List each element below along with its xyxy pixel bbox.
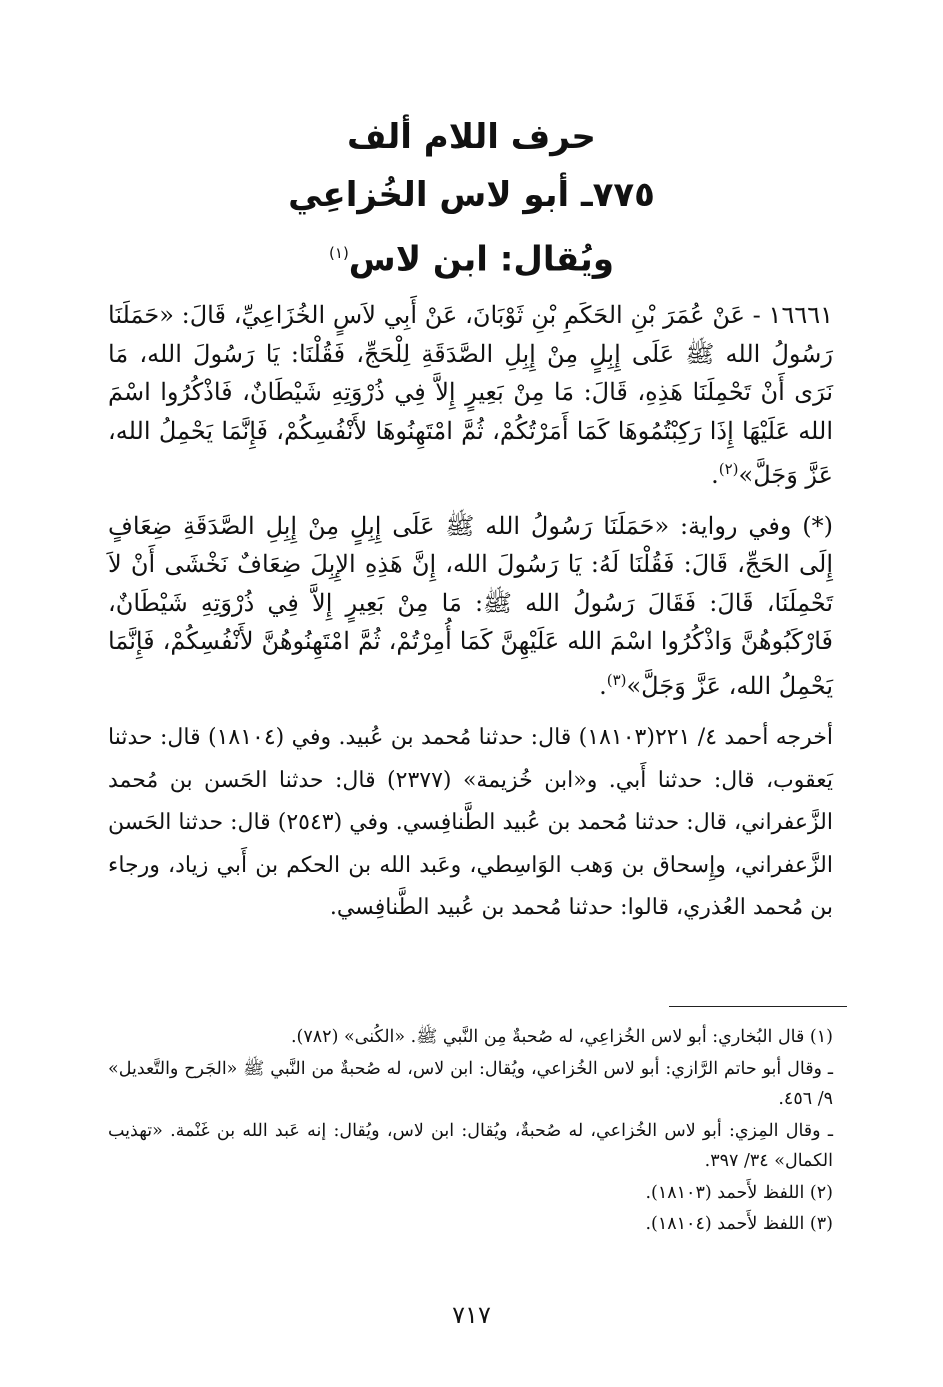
page-number: ٧١٧ [452,1301,491,1329]
alias-text: ويُقال: ابن لاس [348,239,614,280]
page-headings [120,108,823,288]
footnote-1: (١) قال البُخاري: أبو لاس الخُزاعِي، له صُحبةٌ مِن النَّبي ﷺ. «الكُنى» (٧٨٢). [290,1027,833,1047]
footnotes [108,1022,833,1241]
footnote-2: (٢) اللفظ لأَحمد (١٨١٠٣). [645,1182,833,1203]
footnote-ref-3: (٣) [606,670,627,689]
hadith-text: ١٦٦٦١ - عَنْ عُمَرَ بْنِ الحَكَمِ بْنِ ثَوْبَانَ، عَنْ أَبِي لاَسٍ الخُزَاعِيِّ، قَالَ: «حَمَلَنَا رَسُولُ الله ﷺ عَلَى إِبِلٍ مِنْ إِبِلِ الصَّدَقَةِ لِلْحَجِّ، فَقُلْنَا: يَا رَسُولَ الله، مَا نَرَى أَنْ تَحْمِلَنَا هَذِهِ، قَالَ: مَا مِنْ بَعِيرٍ إِلاَّ فِي ذُرْوَتِهِ شَيْطَانٌ، فَاذْكُرُوا اسْمَ الله عَلَيْهَا إِذَا رَكِبْتُمُوهَا كَمَا أَمَرْتُكُمْ، ثُمَّ امْتَهِنُوهَا لأَنْفُسِكُمْ، فَإِنَّمَا يَحْمِلُ الله، عَزَّ وَجَلَّ» [108,301,833,489]
takhrij-paragraph: أخرجه أحمد ٤/ ٢٢١(١٨١٠٣) قال: حدثنا مُحمد بن عُبيد. وفي (١٨١٠٤) قال: حدثنا يَعقوب، قال: حدثنا أَبي. و«ابن خُزيمة» (٢٣٧٧) قال: حدثنا الحَسن بن مُحمد الزَّعفراني، قال: حدثنا مُحمد بن عُبيد الطَّنافِسي. وفي (٢٥٤٣) قال: حدثنا الحَسن الزَّعفراني، وإِسحاق بن وَهب الوَاسِطي، وعَبد الله بن الحكم بن أَبي زياد، ورجاء بن مُحمد العُذري، قالوا: حدثنا مُحمد بن عُبيد الطَّنافِسي. [108,725,833,920]
footnote-ref-1: (١) [329,244,349,262]
riwaya-text: (*) وفي رواية: «حَمَلَنَا رَسُولُ الله ﷺ عَلَى إِبِلٍ مِنْ إِبِلِ الصَّدَقَةِ ضِعَافٍ إِلَى الحَجِّ، قَالَ: فَقُلْنَا لَهُ: يَا رَسُولَ الله، إِنَّ هَذِهِ الإِبِلَ ضِعَافٌ نَخْشَى أَنْ لاَ تَحْمِلَنَا، قَالَ: فَقَالَ رَسُولُ الله ﷺ: مَا مِنْ بَعِيرٍ إِلاَّ فِي ذُرْوَتِهِ شَيْطَانٌ، فَارْكَبُوهُنَّ وَاذْكُرُوا اسْمَ الله عَلَيْهِنَّ كَمَا أُمِرْتُمْ، ثُمَّ امْتَهِنُوهُنَّ لأَنْفُسِكُمْ، فَإِنَّمَا يَحْمِلُ الله، عَزَّ وَجَلَّ» [108,511,833,700]
hadith-paragraph: ١٦٦٦١ - عَنْ عُمَرَ بْنِ الحَكَمِ بْنِ ثَوْبَانَ، عَنْ أَبِي لاَسٍ الخُزَاعِيِّ، قَالَ: «حَمَلَنَا رَسُولُ الله ﷺ عَلَى إِبِلٍ مِنْ إِبِلِ الصَّدَقَةِ لِلْحَجِّ، فَقُلْنَا: يَا رَسُولَ الله، مَا نَرَى أَنْ تَحْمِلَنَا هَذِهِ، قَالَ: مَا مِنْ بَعِيرٍ إِلاَّ فِي ذُرْوَتِهِ شَيْطَانٌ، فَاذْكُرُوا اسْمَ الله عَلَيْهَا إِذَا رَكِبْتُمُوهَا كَمَا أَمَرْتُكُمْ، ثُمَّ امْتَهِنُوهَا لأَنْفُسِكُمْ، فَإِنَّمَا يَحْمِلُ الله، عَزَّ وَجَلَّ»$^{(٢)}$. [108,301,833,489]
footnote-separator [669,1006,847,1007]
letter-heading: حرف اللام ألف [347,117,596,157]
footnote-3: (٣) اللفظ لأَحمد (١٨١٠٤). [645,1214,833,1234]
footnote-1-cont-razi: ـ وقال أبو حاتم الرَّازي: أبو لاس الخُزاعي، ويُقال: ابن لاس، له صُحبةٌ من النَّبي ﷺ «الجَرح والتَّعديل» ٩/ ٤٥٦. [108,1058,833,1109]
main-text [108,296,833,942]
entry-heading: ٧٧٥ـ أبو لاس الخُزاعِي [288,175,655,215]
footnote-1-cont-mizzi: ـ وقال المِزي: أبو لاس الخُزاعي، له صُحبةٌ، ويُقال: ابن لاس، ويُقال: إنه عَبد الله بن غَنْمة. «تهذيب الكمال» ٣٤/ ٣٩٧. [108,1120,833,1171]
riwaya-paragraph: (*) وفي رواية: «حَمَلَنَا رَسُولُ الله ﷺ عَلَى إِبِلٍ مِنْ إِبِلِ الصَّدَقَةِ ضِعَافٍ إِلَى الحَجِّ، قَالَ: فَقُلْنَا لَهُ: يَا رَسُولَ الله، إِنَّ هَذِهِ الإِبِلَ ضِعَافٌ نَخْشَى أَنْ لاَ تَحْمِلَنَا، قَالَ: فَقَالَ رَسُولُ الله ﷺ: مَا مِنْ بَعِيرٍ إِلاَّ فِي ذُرْوَتِهِ شَيْطَانٌ، فَارْكَبُوهُنَّ وَاذْكُرُوا اسْمَ الله عَلَيْهِنَّ كَمَا أُمِرْتُمْ، ثُمَّ امْتَهِنُوهُنَّ لأَنْفُسِكُمْ، فَإِنَّمَا يَحْمِلُ الله، عَزَّ وَجَلَّ»$^{(٣)}$. [108,511,833,700]
footnote-ref-2: (٢) [718,460,739,478]
alias-heading [120,224,823,288]
